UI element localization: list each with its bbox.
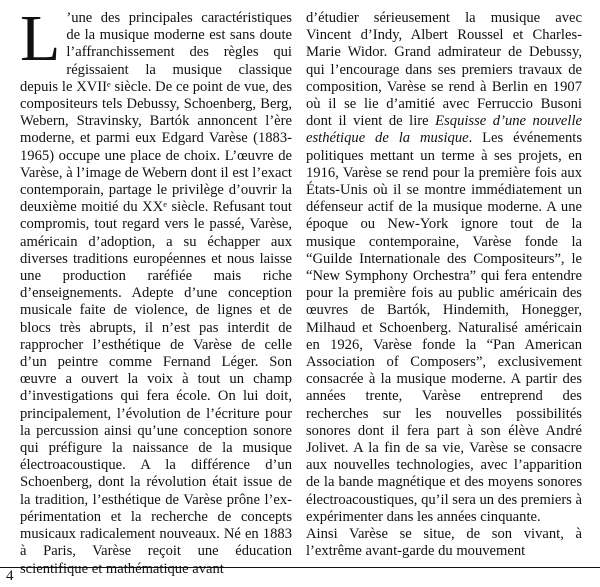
page-number: 4 [6,568,14,584]
right-column [306,10,582,561]
book-title: Esquisse d’une nouvelle esthétique de la musique [306,113,582,147]
left-column [20,2,292,578]
right-column-text-1: d’étudier sérieusement la musique avec Vincent d’Indy, Albert Roussel et Charles-Marie Widor. Grand admirateur de Debussy, qui l’encourage dans ses premiers travaux de composition, Varèse se rend à Berlin en 1907 où il se lie d’amitié avec Ferruccio Busoni dont il vient de lire [306,10,582,130]
intro-paragraph [20,2,292,578]
footer-rule [0,567,600,568]
biography-paragraph [306,10,582,526]
closing-paragraph: Ainsi Varèse se situe, de son vivant, à l’extrême avant-garde du mouvement [306,526,582,560]
drop-cap: L [20,2,61,75]
left-column-text: ’une des principales caractéristiques de la musique moderne est sans doute l’affranchissement des règles qui régissaient la musique classique depuis le XVIIᵉ siècle. De ce point de vue, des compositeurs tels Debussy, Schoenberg, Berg, Webern, Stravinsky, Bartók annoncent l’ère moderne, et parmi eux Edgard Varèse (1883-1965) occupe une place de choix. L’œuvre de Varèse, à l’image de Webern dont il est l’exact contemporain, partage le privilège d’ouvrir la deuxième moitié du XXᵉ siècle. Refusant tout compromis, tout regard vers le passé, Varèse, américain d’adoption, a su échapper aux diverses traditions européennes et nous laisse une production raréfiée mais riche d’enseignements. Adepte d’une conception musicale faite de violence, de lignes et de blocs très abrupts, il n’est pas interdit de rapprocher l’esthétique de Varèse de celle d’un peintre comme Fernand Léger. Son œuvre a ouvert la voix à tout un champ d’investigations qui fera école. On lui doit, principalement, l’évolution de l’écriture pour la percussion ainsi qu’une conception sonore qui préfigure la naissance de la musique électroacoustique. A la différence d’un Schoenberg, dont la révolution était issue de la tradition, l’esthétique de Varèse prône l’ex-périmentation et la recherche de concepts musicaux radicalement nouveaux. Né en 1883 à Paris, Varèse reçoit une éducation scientifique et mathématique avant [20,10,292,577]
right-column-text-2: . Les événements politiques mettant un terme à ses projets, en 1916, Varèse se rend pour la première fois aux États-Unis où il se montre immédiatement un défenseur actif de la musique moderne. A une époque ou New-York ignore tout de la musique contemporaine, Varèse fonde la “Guilde Internationale des Compositeurs”, le “New Symphony Orchestra” qui fera entendre pour la première fois au public américain des œuvres de Bartók, Hindemith, Honegger, Milhaud et Schoenberg. Naturalisé américain en 1926, Varèse fonde la “Pan American Association of Composers”, exclusivement consacrée à la musique moderne. A partir des années trente, Varèse entreprend des recherches sur les nouvelles possibilités sonores dont il fera part à son élève André Jolivet. A la fin de sa vie, Varèse se consacre aux nouvelles technologies, avec l’apparition de la bande magnétique et des moyens sonores électroacoustiques, qu’il sera un des premiers à expérimenter dans les années cinquante. [306,130,582,525]
